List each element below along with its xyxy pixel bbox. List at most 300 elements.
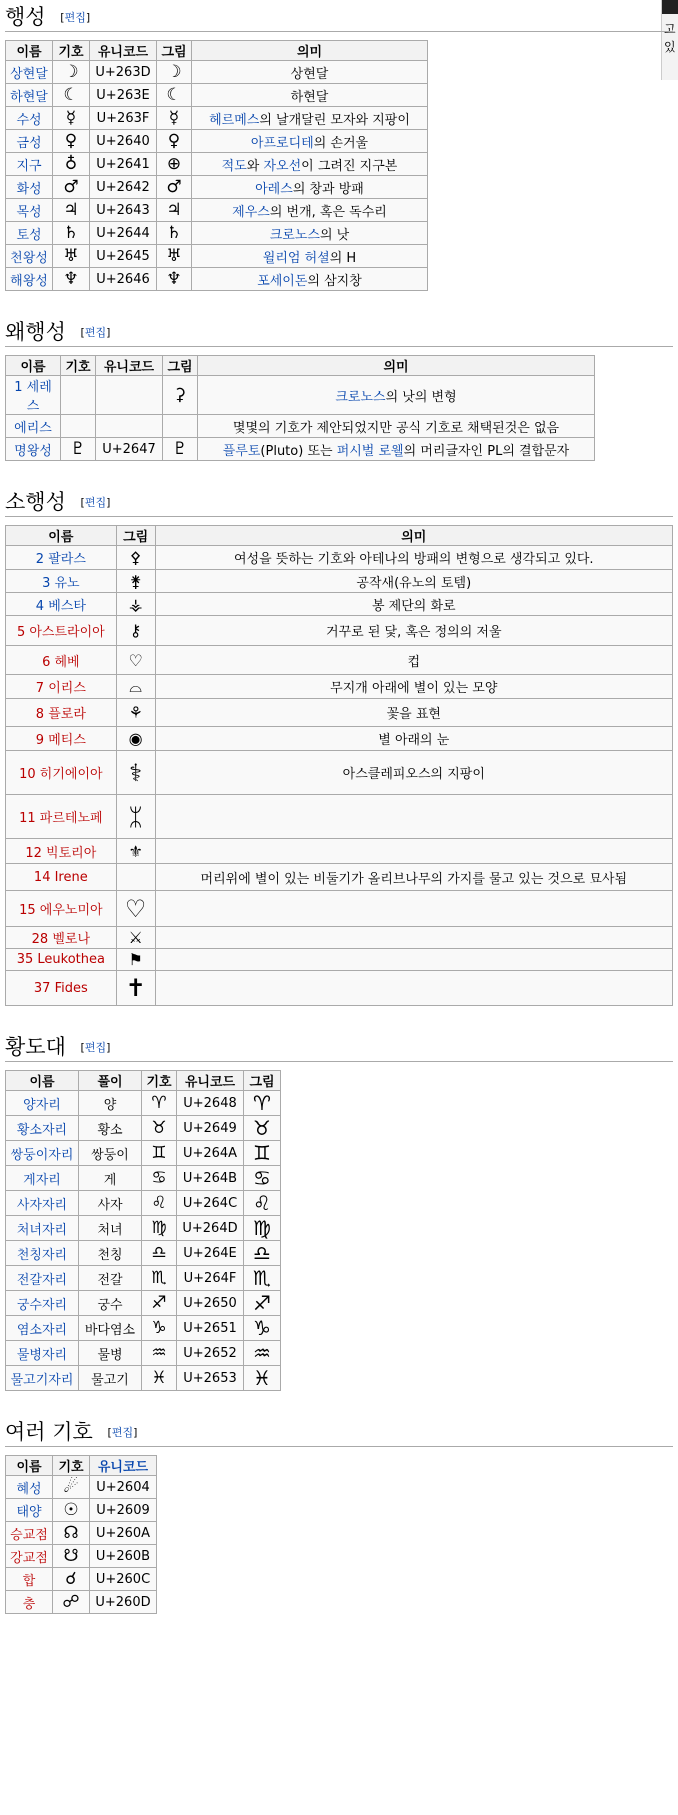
col-header: 기호 bbox=[142, 1071, 177, 1091]
asteroid-name-cell bbox=[6, 949, 117, 971]
side-text-1: 고 bbox=[664, 22, 676, 36]
planet-name-cell bbox=[6, 107, 53, 130]
zodiac-unicode: U+264B bbox=[177, 1166, 244, 1191]
asteroid-picture: ⚔ bbox=[116, 927, 155, 949]
planet-unicode: U+2645 bbox=[90, 245, 157, 268]
zodiac-name-cell bbox=[6, 1341, 79, 1366]
table-row bbox=[6, 245, 428, 268]
col-header-link[interactable]: 유니코드 bbox=[97, 1460, 149, 1475]
asteroid-name-link[interactable]: 12 빅토리아 bbox=[25, 845, 97, 861]
table-row bbox=[6, 1091, 281, 1116]
planet-unicode: U+2644 bbox=[90, 222, 157, 245]
dwarf-unicode bbox=[96, 376, 163, 415]
zodiac-name-link[interactable]: 황소자리 bbox=[16, 1122, 68, 1138]
edit-link-planets[interactable]: [편집] bbox=[60, 11, 91, 24]
misc-unicode: U+2609 bbox=[90, 1499, 157, 1522]
zodiac-symbol: ♏ bbox=[142, 1266, 177, 1291]
table-row bbox=[6, 268, 428, 291]
dwarf-symbol: ♇ bbox=[61, 438, 96, 461]
asteroid-meaning bbox=[155, 891, 672, 927]
misc-symbol: ☋ bbox=[53, 1545, 90, 1568]
planet-picture: ⊕ bbox=[157, 153, 192, 176]
asteroid-meaning bbox=[155, 795, 672, 839]
edit-link-zodiac[interactable]: [편집] bbox=[80, 1041, 111, 1054]
meaning-text: 의 번개, 혹은 독수리 bbox=[269, 204, 387, 220]
misc-name-cell bbox=[6, 1499, 53, 1522]
side-text-2: 있 bbox=[664, 40, 676, 54]
asteroid-name-link[interactable]: 6 헤베 bbox=[42, 654, 80, 670]
zodiac-unicode: U+2649 bbox=[177, 1116, 244, 1141]
planet-symbol: ♁ bbox=[53, 153, 90, 176]
asteroid-picture: ⚕ bbox=[116, 751, 155, 795]
dwarf-meaning bbox=[198, 415, 595, 438]
dwarf-picture: ⚳ bbox=[163, 376, 198, 415]
misc-name-link[interactable]: 합 bbox=[22, 1573, 36, 1589]
asteroid-meaning: 여성을 뜻하는 기호와 아테나의 방패의 변형으로 생각되고 있다. bbox=[155, 546, 672, 570]
asteroid-name-link[interactable]: 14 Irene bbox=[33, 869, 88, 885]
zodiac-symbol: ♊ bbox=[142, 1141, 177, 1166]
planet-name-cell bbox=[6, 268, 53, 291]
zodiac-name-link[interactable]: 처녀자리 bbox=[16, 1222, 68, 1238]
asteroid-name-link[interactable]: 5 아스트라이아 bbox=[16, 625, 105, 640]
dwarf-name-link[interactable]: 명왕성 bbox=[14, 443, 52, 459]
planet-name-cell bbox=[6, 176, 53, 199]
asteroid-name-link[interactable]: 9 메티스 bbox=[35, 733, 86, 748]
misc-name-cell bbox=[6, 1545, 53, 1568]
table-row bbox=[6, 1366, 281, 1391]
misc-symbol: ☉ bbox=[53, 1499, 90, 1522]
zodiac-name-link[interactable]: 사자자리 bbox=[16, 1197, 68, 1213]
misc-name-cell bbox=[6, 1522, 53, 1545]
col-header: 그림 bbox=[116, 526, 155, 546]
asteroid-name-link[interactable]: 11 파르테노페 bbox=[19, 811, 103, 826]
zodiac-plain-name: 천칭 bbox=[79, 1241, 142, 1266]
table-row bbox=[6, 84, 428, 107]
planet-picture: ♆ bbox=[157, 268, 192, 291]
zodiac-plain-name: 사자 bbox=[79, 1191, 142, 1216]
table-row bbox=[6, 699, 673, 727]
asteroid-name-link[interactable]: 3 유노 bbox=[42, 575, 80, 591]
planet-symbol: ♂ bbox=[53, 176, 90, 199]
section-title: 소행성 bbox=[5, 490, 66, 514]
dwarf-name-link[interactable]: 에리스 bbox=[14, 420, 52, 436]
dwarf-meaning bbox=[198, 438, 595, 461]
meaning-text: 의 손거울 bbox=[313, 135, 369, 151]
zodiac-picture: ♓ bbox=[244, 1366, 281, 1391]
misc-name-link[interactable]: 승교점 bbox=[10, 1527, 48, 1543]
planet-meaning bbox=[192, 84, 428, 107]
asteroid-name-cell bbox=[6, 727, 117, 751]
dwarf-name-link[interactable]: 1 세레스 bbox=[14, 380, 52, 414]
misc-name-link[interactable]: 강교점 bbox=[10, 1550, 48, 1566]
planet-name-link[interactable]: 상현달 bbox=[10, 66, 48, 82]
zodiac-name-cell bbox=[6, 1091, 79, 1116]
asteroid-meaning bbox=[155, 971, 672, 1006]
planet-meaning bbox=[192, 153, 428, 176]
zodiac-name-link[interactable]: 쌍둥이자리 bbox=[10, 1147, 74, 1163]
col-header: 이름 bbox=[6, 1071, 79, 1091]
table-row bbox=[6, 1568, 157, 1591]
meaning-text: 의 삼지창 bbox=[307, 273, 362, 289]
asteroid-meaning: 머리위에 별이 있는 비둘기가 올리브나무의 가지를 물고 있는 것으로 묘사됨 bbox=[155, 864, 672, 891]
zodiac-symbol: ♐ bbox=[142, 1291, 177, 1316]
zodiac-name-cell bbox=[6, 1316, 79, 1341]
zodiac-plain-name: 바다염소 bbox=[79, 1316, 142, 1341]
meaning-link[interactable]: 헤르메스 bbox=[209, 112, 260, 128]
asteroid-picture: ⚑ bbox=[116, 949, 155, 971]
planet-unicode: U+263D bbox=[90, 61, 157, 84]
table-row bbox=[6, 1266, 281, 1291]
meaning-text: 이 그려진 지구본 bbox=[301, 158, 398, 174]
misc-name-cell bbox=[6, 1476, 53, 1499]
col-header: 그림 bbox=[244, 1071, 281, 1091]
col-header: 그림 bbox=[163, 356, 198, 376]
asteroid-name-link[interactable]: 2 팔라스 bbox=[35, 552, 86, 567]
planet-symbol: ♅ bbox=[53, 245, 90, 268]
meaning-text: 의 H bbox=[329, 250, 357, 266]
asteroid-picture: ᛯ bbox=[116, 795, 155, 839]
table-row bbox=[6, 839, 673, 864]
col-header: 의미 bbox=[198, 356, 595, 376]
asteroid-name-cell bbox=[6, 675, 117, 699]
table-row bbox=[6, 1291, 281, 1316]
meaning-link[interactable]: 윌리엄 허셜 bbox=[262, 250, 330, 266]
table-row bbox=[6, 415, 595, 438]
table-row bbox=[6, 1341, 281, 1366]
misc-name-cell bbox=[6, 1568, 53, 1591]
meaning-link[interactable]: 자오선 bbox=[263, 158, 302, 174]
asteroid-meaning: 거꾸로 된 닻, 혹은 정의의 저울 bbox=[155, 616, 672, 646]
table-row bbox=[6, 927, 673, 949]
asteroid-name-cell bbox=[6, 795, 117, 839]
misc-symbol: ☊ bbox=[53, 1522, 90, 1545]
section-title: 왜행성 bbox=[5, 320, 66, 344]
planet-symbol: ♃ bbox=[53, 199, 90, 222]
meaning-link[interactable]: 아레스 bbox=[255, 181, 293, 197]
edit-link-misc-symbols[interactable]: [편집] bbox=[107, 1426, 138, 1439]
planet-name-link[interactable]: 천왕성 bbox=[10, 250, 48, 266]
table-row bbox=[6, 438, 595, 461]
planet-unicode: U+2642 bbox=[90, 176, 157, 199]
meaning-text: 의 머리글자인 PL의 결합문자 bbox=[403, 443, 570, 459]
dwarf-picture bbox=[163, 415, 198, 438]
asteroid-picture: ♡ bbox=[116, 891, 155, 927]
col-header: 이름 bbox=[6, 356, 61, 376]
asteroid-picture: ⌓ bbox=[116, 675, 155, 699]
col-header bbox=[90, 1456, 157, 1476]
planet-name-link[interactable]: 하현달 bbox=[10, 89, 48, 105]
asteroid-picture: ✝ bbox=[116, 971, 155, 1006]
planets-table bbox=[5, 40, 428, 291]
section-heading-asteroids bbox=[5, 485, 673, 517]
meaning-text: 의 날개달린 모자와 지팡이 bbox=[259, 112, 410, 128]
zodiac-name-cell bbox=[6, 1366, 79, 1391]
zodiac-symbol: ♎ bbox=[142, 1241, 177, 1266]
col-header: 유니코드 bbox=[90, 41, 157, 61]
dwarf-unicode bbox=[96, 415, 163, 438]
table-row bbox=[6, 1116, 281, 1141]
meaning-link[interactable]: 퍼시벌 로웰 bbox=[336, 443, 404, 459]
col-header: 풀이 bbox=[79, 1071, 142, 1091]
planet-unicode: U+2646 bbox=[90, 268, 157, 291]
planet-symbol: ♀ bbox=[53, 130, 90, 153]
zodiac-name-link[interactable]: 게자리 bbox=[23, 1172, 61, 1188]
table-row bbox=[6, 222, 428, 245]
table-row bbox=[6, 864, 673, 891]
zodiac-name-cell bbox=[6, 1241, 79, 1266]
planet-picture: ♄ bbox=[157, 222, 192, 245]
zodiac-symbol: ♉ bbox=[142, 1116, 177, 1141]
planet-name-link[interactable]: 지구 bbox=[16, 158, 42, 174]
asteroid-meaning bbox=[155, 927, 672, 949]
asteroid-name-link[interactable]: 7 이리스 bbox=[35, 681, 86, 696]
table-row bbox=[6, 107, 428, 130]
asteroid-picture: ⚶ bbox=[116, 593, 155, 616]
planet-name-link[interactable]: 해왕성 bbox=[10, 273, 48, 289]
misc-unicode: U+260A bbox=[90, 1522, 157, 1545]
col-header: 유니코드 bbox=[96, 356, 163, 376]
zodiac-picture: ♈ bbox=[244, 1091, 281, 1116]
planet-unicode: U+2640 bbox=[90, 130, 157, 153]
asteroid-name-cell bbox=[6, 891, 117, 927]
asteroid-name-link[interactable]: 35 Leukothea bbox=[16, 952, 105, 967]
asteroid-name-cell bbox=[6, 751, 117, 795]
planet-symbol: ☿ bbox=[53, 107, 90, 130]
planet-name-link[interactable]: 수성 bbox=[16, 112, 42, 128]
asteroid-meaning: 꽃을 표현 bbox=[155, 699, 672, 727]
asteroid-picture: ⚴ bbox=[116, 546, 155, 570]
table-row bbox=[6, 130, 428, 153]
zodiac-picture: ♍ bbox=[244, 1216, 281, 1241]
planet-picture: ♅ bbox=[157, 245, 192, 268]
zodiac-plain-name: 물병 bbox=[79, 1341, 142, 1366]
asteroid-name-cell bbox=[6, 699, 117, 727]
zodiac-name-cell bbox=[6, 1216, 79, 1241]
asteroid-picture: ⚘ bbox=[116, 699, 155, 727]
asteroid-name-link[interactable]: 4 베스타 bbox=[35, 598, 86, 614]
planet-name-cell bbox=[6, 222, 53, 245]
asteroid-name-cell bbox=[6, 927, 117, 949]
zodiac-plain-name: 물고기 bbox=[79, 1366, 142, 1391]
misc-name-link[interactable]: 혜성 bbox=[16, 1481, 42, 1497]
dwarf-name-cell bbox=[6, 415, 61, 438]
meaning-link[interactable]: 아프로디테 bbox=[250, 135, 314, 151]
table-header-row bbox=[6, 1456, 157, 1476]
section-heading-planets bbox=[5, 0, 673, 32]
section-heading-misc-symbols bbox=[5, 1415, 673, 1447]
table-row bbox=[6, 199, 428, 222]
table-row bbox=[6, 1191, 281, 1216]
asteroid-name-cell bbox=[6, 616, 117, 646]
zodiac-symbol: ♒ bbox=[142, 1341, 177, 1366]
zodiac-picture: ♉ bbox=[244, 1116, 281, 1141]
zodiac-symbol: ♈ bbox=[142, 1091, 177, 1116]
table-row bbox=[6, 1545, 157, 1568]
asteroid-picture: ⚜ bbox=[116, 839, 155, 864]
meaning-link[interactable]: 제우스 bbox=[232, 204, 270, 220]
misc-name-link[interactable]: 충 bbox=[22, 1596, 36, 1612]
meaning-text: 상현달 bbox=[290, 66, 329, 82]
zodiac-name-link[interactable]: 천칭자리 bbox=[16, 1247, 68, 1263]
col-header: 유니코드 bbox=[177, 1071, 244, 1091]
misc-symbol: ☄ bbox=[53, 1476, 90, 1499]
planet-picture: ♂ bbox=[157, 176, 192, 199]
meaning-text: (Pluto) 또는 bbox=[260, 443, 337, 459]
zodiac-plain-name: 양 bbox=[79, 1091, 142, 1116]
dwarf-name-cell bbox=[6, 438, 61, 461]
edit-link-asteroids[interactable]: [편집] bbox=[80, 496, 111, 509]
table-header-row bbox=[6, 1071, 281, 1091]
planet-name-link[interactable]: 금성 bbox=[16, 135, 42, 151]
meaning-text: 하현달 bbox=[290, 89, 329, 105]
planet-picture: ♀ bbox=[157, 130, 192, 153]
asteroid-name-link[interactable]: 15 에우노미아 bbox=[19, 903, 103, 918]
table-row bbox=[6, 1522, 157, 1545]
zodiac-name-cell bbox=[6, 1191, 79, 1216]
asteroid-meaning bbox=[155, 839, 672, 864]
asteroid-name-cell bbox=[6, 971, 117, 1006]
asteroid-meaning: 아스클레피오스의 지팡이 bbox=[155, 751, 672, 795]
section-heading-zodiac bbox=[5, 1030, 673, 1062]
zodiac-name-cell bbox=[6, 1291, 79, 1316]
zodiac-picture: ♊ bbox=[244, 1141, 281, 1166]
asteroid-picture bbox=[116, 864, 155, 891]
section-title: 황도대 bbox=[5, 1035, 66, 1059]
meaning-link[interactable]: 포세이돈 bbox=[257, 273, 308, 289]
zodiac-name-link[interactable]: 양자리 bbox=[23, 1097, 61, 1113]
asteroid-picture: ◉ bbox=[116, 727, 155, 751]
meaning-link[interactable]: 적도 bbox=[221, 158, 247, 174]
planet-picture: ☿ bbox=[157, 107, 192, 130]
table-row bbox=[6, 751, 673, 795]
planet-meaning bbox=[192, 245, 428, 268]
zodiac-name-link[interactable]: 염소자리 bbox=[16, 1322, 68, 1338]
planet-name-link[interactable]: 목성 bbox=[16, 204, 42, 220]
table-row bbox=[6, 153, 428, 176]
zodiac-name-cell bbox=[6, 1266, 79, 1291]
zodiac-table bbox=[5, 1070, 281, 1391]
planet-name-cell bbox=[6, 199, 53, 222]
zodiac-plain-name: 처녀 bbox=[79, 1216, 142, 1241]
planet-unicode: U+2643 bbox=[90, 199, 157, 222]
zodiac-symbol: ♋ bbox=[142, 1166, 177, 1191]
table-header-row bbox=[6, 41, 428, 61]
table-row bbox=[6, 891, 673, 927]
planet-meaning bbox=[192, 199, 428, 222]
section-title: 여러 기호 bbox=[5, 1420, 93, 1444]
asteroid-meaning: 컵 bbox=[155, 646, 672, 675]
asteroid-name-cell bbox=[6, 864, 117, 891]
zodiac-unicode: U+264D bbox=[177, 1216, 244, 1241]
zodiac-picture: ♏ bbox=[244, 1266, 281, 1291]
meaning-text: 의 낫의 변형 bbox=[385, 389, 457, 405]
table-row bbox=[6, 1141, 281, 1166]
zodiac-unicode: U+264A bbox=[177, 1141, 244, 1166]
zodiac-name-link[interactable]: 물병자리 bbox=[16, 1347, 68, 1363]
dwarf-symbol bbox=[61, 415, 96, 438]
table-row bbox=[6, 1476, 157, 1499]
planet-picture: ☽ bbox=[157, 61, 192, 84]
zodiac-symbol: ♓ bbox=[142, 1366, 177, 1391]
table-row bbox=[6, 1499, 157, 1522]
planet-name-link[interactable]: 화성 bbox=[16, 181, 42, 197]
asteroid-name-link[interactable]: 28 벨로나 bbox=[31, 932, 91, 947]
asteroid-name-link[interactable]: 10 히기에이아 bbox=[19, 767, 103, 782]
misc-symbol: ☍ bbox=[53, 1591, 90, 1614]
table-row bbox=[6, 727, 673, 751]
asteroid-picture: ⚵ bbox=[116, 570, 155, 593]
meaning-link[interactable]: 크로노스 bbox=[269, 227, 320, 243]
misc-name-link[interactable]: 태양 bbox=[16, 1504, 42, 1520]
table-row bbox=[6, 1316, 281, 1341]
zodiac-name-link[interactable]: 전갈자리 bbox=[16, 1272, 68, 1288]
planet-name-cell bbox=[6, 153, 53, 176]
planet-unicode: U+263E bbox=[90, 84, 157, 107]
table-row bbox=[6, 546, 673, 570]
col-header: 기호 bbox=[53, 1456, 90, 1476]
dwarf-meaning bbox=[198, 376, 595, 415]
table-row bbox=[6, 971, 673, 1006]
dwarf-unicode: U+2647 bbox=[96, 438, 163, 461]
zodiac-name-link[interactable]: 궁수자리 bbox=[16, 1297, 68, 1313]
meaning-text: 몇몇의 기호가 제안되었지만 공식 기호로 채택된것은 없음 bbox=[232, 420, 560, 436]
zodiac-plain-name: 궁수 bbox=[79, 1291, 142, 1316]
asteroid-picture: ⚷ bbox=[116, 616, 155, 646]
meaning-link[interactable]: 플루토 bbox=[222, 443, 261, 459]
meaning-text: 와 bbox=[246, 158, 264, 174]
table-row bbox=[6, 593, 673, 616]
asteroid-name-link[interactable]: 8 플로라 bbox=[35, 707, 86, 722]
meaning-link[interactable]: 크로노스 bbox=[335, 389, 386, 405]
zodiac-picture: ♌ bbox=[244, 1191, 281, 1216]
planet-unicode: U+263F bbox=[90, 107, 157, 130]
zodiac-plain-name: 게 bbox=[79, 1166, 142, 1191]
zodiac-unicode: U+264C bbox=[177, 1191, 244, 1216]
asteroids-table bbox=[5, 525, 673, 1006]
table-row bbox=[6, 570, 673, 593]
meaning-text: 의 낫 bbox=[319, 227, 350, 243]
planet-meaning bbox=[192, 130, 428, 153]
planet-name-cell bbox=[6, 130, 53, 153]
misc-name-cell bbox=[6, 1591, 53, 1614]
zodiac-picture: ♑ bbox=[244, 1316, 281, 1341]
zodiac-unicode: U+2653 bbox=[177, 1366, 244, 1391]
edit-link-dwarf-planets[interactable]: [편집] bbox=[80, 326, 111, 339]
table-header-row bbox=[6, 526, 673, 546]
dwarf-symbol bbox=[61, 376, 96, 415]
planet-picture: ♃ bbox=[157, 199, 192, 222]
asteroid-meaning: 공작새(유노의 토템) bbox=[155, 570, 672, 593]
zodiac-name-cell bbox=[6, 1141, 79, 1166]
col-header: 그림 bbox=[157, 41, 192, 61]
asteroid-name-cell bbox=[6, 839, 117, 864]
planet-name-cell bbox=[6, 245, 53, 268]
table-row bbox=[6, 376, 595, 415]
asteroid-meaning: 봉 제단의 화로 bbox=[155, 593, 672, 616]
asteroid-name-cell bbox=[6, 593, 117, 616]
zodiac-plain-name: 전갈 bbox=[79, 1266, 142, 1291]
zodiac-name-link[interactable]: 물고기자리 bbox=[10, 1372, 74, 1388]
planet-name-link[interactable]: 토성 bbox=[16, 227, 42, 243]
zodiac-unicode: U+2650 bbox=[177, 1291, 244, 1316]
misc-unicode: U+260B bbox=[90, 1545, 157, 1568]
misc-symbols-table bbox=[5, 1455, 157, 1614]
table-row bbox=[6, 795, 673, 839]
dwarf-planets-table bbox=[5, 355, 595, 461]
zodiac-symbol: ♑ bbox=[142, 1316, 177, 1341]
asteroid-name-link[interactable]: 37 Fides bbox=[33, 980, 88, 996]
planet-meaning bbox=[192, 222, 428, 245]
